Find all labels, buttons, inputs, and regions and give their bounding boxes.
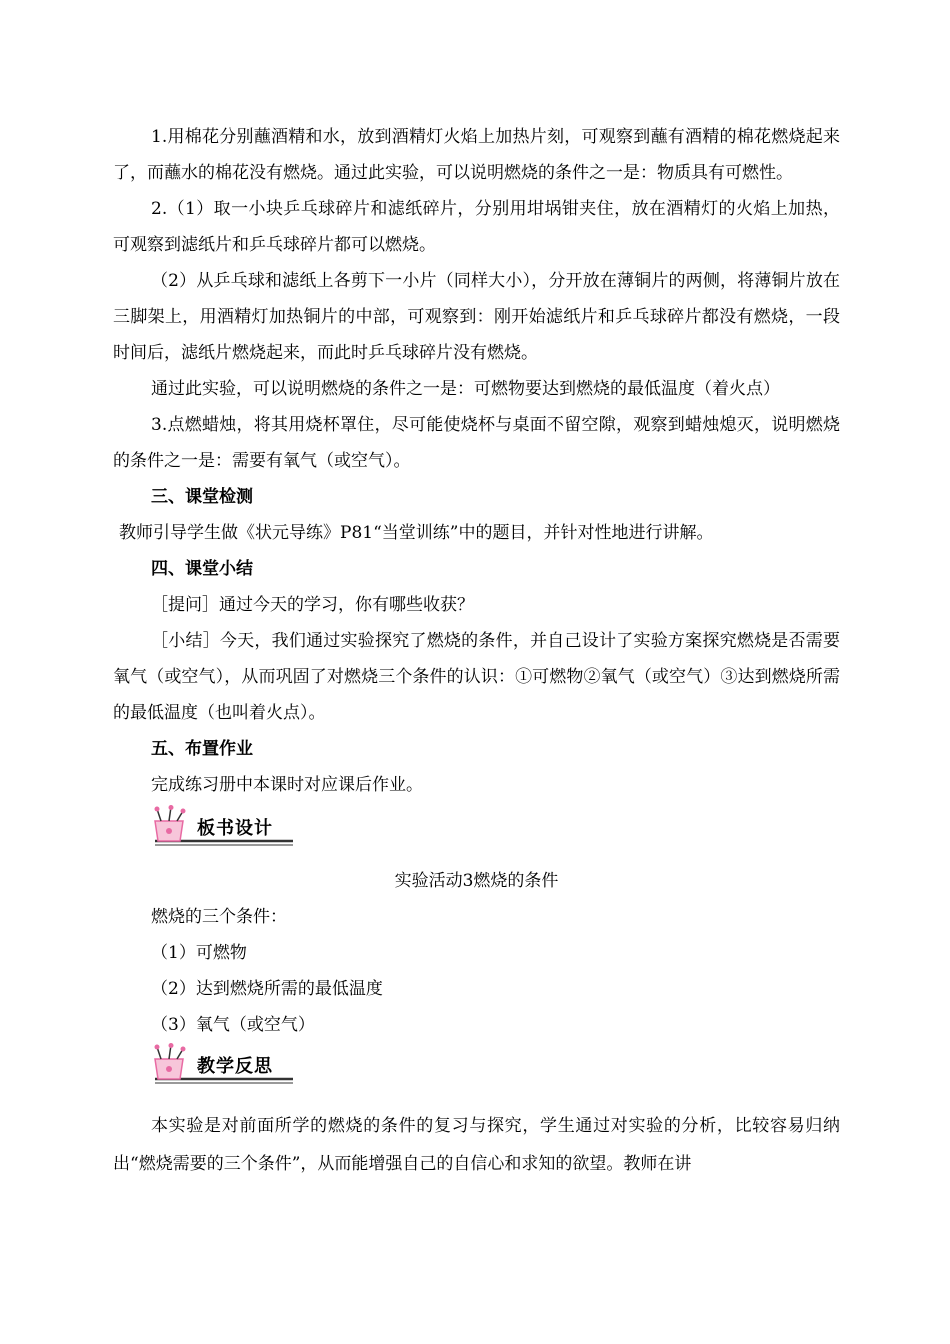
paragraph-experiment-2-part-2: （2）从乒乓球和滤纸上各剪下一小片（同样大小），分开放在薄铜片的两侧，将薄铜片放在三脚架上，用酒精灯加热铜片的中部，可观察到：刚开始滤纸片和乒乓球碎片都没有燃烧，一段时间后，滤纸片燃烧起来，而此时乒乓球碎片没有燃烧。 bbox=[113, 271, 840, 363]
paragraph-experiment-1: 1.用棉花分别蘸酒精和水，放到酒精灯火焰上加热片刻，可观察到蘸有酒精的棉花燃烧起来了，而蘸水的棉花没有燃烧。通过此实验，可以说明燃烧的条件之一是：物质具有可燃性。 bbox=[113, 127, 840, 183]
board-design-banner-label: 板书设计 bbox=[197, 818, 273, 839]
paragraph-conclusion: 通过此实验，可以说明燃烧的条件之一是：可燃物要达到燃烧的最低温度（着火点） bbox=[151, 379, 780, 399]
section-heading-class-test: 三、课堂检测 bbox=[151, 487, 253, 507]
board-item-2: （2）达到燃烧所需的最低温度 bbox=[151, 979, 383, 999]
section-heading-class-summary: 四、课堂小结 bbox=[151, 559, 253, 579]
board-intro: 燃烧的三个条件： bbox=[151, 907, 287, 927]
teaching-reflection-banner-label: 教学反思 bbox=[197, 1056, 273, 1077]
section-heading-homework: 五、布置作业 bbox=[151, 739, 253, 759]
paragraph-question: ［提问］通过今天的学习，你有哪些收获？ bbox=[151, 595, 474, 615]
paragraph-homework: 完成练习册中本课时对应课后作业。 bbox=[151, 775, 423, 795]
board-title: 实验活动3燃烧的条件 bbox=[394, 871, 559, 891]
board-design-banner bbox=[147, 805, 297, 849]
paragraph-experiment-2: 2.（1）取一小块乒乓球碎片和滤纸碎片，分别用坩埚钳夹住，放在酒精灯的火焰上加热，可观察到滤纸片和乒乓球碎片都可以燃烧。 bbox=[113, 199, 840, 255]
board-item-3: （3）氧气（或空气） bbox=[151, 1015, 315, 1035]
paragraph-reflection: 本实验是对前面所学的燃烧的条件的复习与探究，学生通过对实验的分析，比较容易归纳出“燃烧需要的三个条件”，从而能增强自己的自信心和求知的欲望。教师在讲 bbox=[113, 1116, 840, 1174]
paragraph-summary: ［小结］今天，我们通过实验探究了燃烧的条件，并自己设计了实验方案探究燃烧是否需要氧气（或空气），从而巩固了对燃烧三个条件的认识：①可燃物②氧气（或空气）③达到燃烧所需的最低温度（也叫着火点）。 bbox=[113, 631, 840, 723]
paragraph-class-test: 教师引导学生做《状元导练》P81“当堂训练”中的题目，并针对性地进行讲解。 bbox=[119, 523, 714, 543]
paragraph-experiment-3: 3.点燃蜡烛，将其用烧杯罩住，尽可能使烧杯与桌面不留空隙，观察到蜡烛熄灭，说明燃烧的条件之一是：需要有氧气（或空气）。 bbox=[113, 415, 840, 471]
teaching-reflection-banner bbox=[147, 1043, 297, 1087]
board-item-1: （1）可燃物 bbox=[151, 943, 247, 963]
document-body bbox=[113, 119, 840, 1183]
